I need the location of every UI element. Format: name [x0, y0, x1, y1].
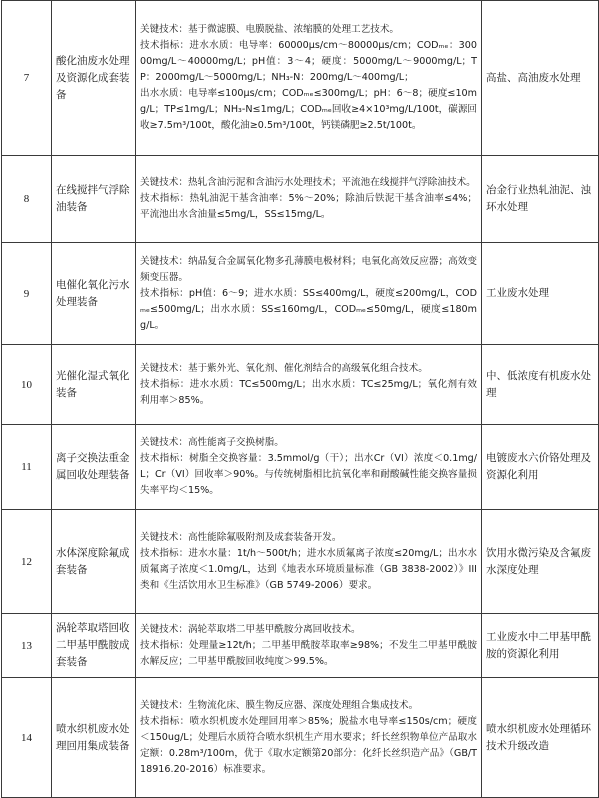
key-technology: 关键技术：基于紫外光、氧化剂、催化剂结合的高级氧化组合技术。	[140, 362, 428, 374]
equipment-name: 水体深度除氟成套装备	[52, 510, 136, 614]
technical-indicators: 技术指标：树脂全交换容量：3.5mmol/g（干）；出水Cr（VI）浓度＜0.1mg/L；Cr（VI）回收率＞90%。与传统树脂相比抗氧化率和耐酸碱性能交换容量损失率平均＜15%。	[140, 453, 477, 496]
equipment-name: 酸化油废水处理及资源化成套装备	[52, 1, 136, 156]
table-row	[2, 425, 599, 510]
row-number: 8	[2, 156, 52, 243]
technical-indicators: 技术指标：喷水织机废水处理回用率＞85%；脱盐水电导率≤150s/cm；硬度＜150ug/L；处理后水质符合喷水织机生产用水要求；纤长丝织物单位产品取水定额：0.28m³/100m，优于《取水定额第20部分：化纤长丝织造产品》（GB/T 18916.20-2016）标准要求。	[140, 715, 477, 775]
row-number: 9	[2, 243, 52, 345]
technical-indicators: 技术指标：热轧油泥干基含油率：5%～20%；除油后铁泥干基含油率≤4%；平流池出水含油量≤5mg/L，SS≤15mg/L。	[140, 193, 477, 220]
table-row	[2, 156, 599, 243]
technical-indicators: 技术指标：pH值：6～9；进水水质：SS≤400mg/L，硬度≤200mg/L，CODₘₑ≤500mg/L；出水水质：SS≤160mg/L，CODₘₑ≤50mg/L，硬度≤180mg/L。	[140, 287, 477, 331]
equipment-name: 光催化湿式氧化装备	[52, 345, 136, 425]
equipment-description	[136, 156, 482, 243]
row-number: 10	[2, 345, 52, 425]
equipment-description	[136, 243, 482, 345]
application-area: 中、低浓度有机废水处理	[482, 345, 599, 425]
row-number: 7	[2, 1, 52, 156]
technical-indicators: 技术指标：进水水质：TC≤500mg/L；出水水质：TC≤25mg/L；氧化剂有效利用率＞85%。	[140, 378, 477, 406]
equipment-description	[136, 678, 482, 798]
application-area: 电镀废水六价铬处理及资源化利用	[482, 425, 599, 510]
table-row	[2, 1, 599, 156]
equipment-name: 离子交换法重金属回收处理装备	[52, 425, 136, 510]
key-technology: 关键技术：热轧含油污泥和含油污水处理技术；平流池在线搅拌气浮除油技术。	[140, 177, 476, 188]
application-area: 冶金行业热轧油泥、浊环水处理	[482, 156, 599, 243]
table-row	[2, 345, 599, 425]
table-row	[2, 614, 599, 678]
equipment-description	[136, 345, 482, 425]
equipment-description	[136, 1, 482, 156]
application-area: 工业废水处理	[482, 243, 599, 345]
equipment-name: 喷水织机废水处理回用集成装备	[52, 678, 136, 798]
key-technology: 关键技术：高性能除氟吸附剂及成套装备开发。	[140, 531, 342, 543]
equipment-name: 电催化氧化污水处理装备	[52, 243, 136, 345]
row-number: 14	[2, 678, 52, 798]
equipment-description	[136, 425, 482, 510]
row-number: 13	[2, 614, 52, 678]
application-area: 高盐、高油废水处理	[482, 1, 599, 156]
key-technology: 关键技术：基于微滤膜、电膜脱盐、浓缩膜的处理工艺技术。	[140, 24, 400, 35]
technical-indicators: 技术指标：进水水质：电导率：60000μs/cm～80000μs/cm；CODₘₑ：30000mg/L～40000mg/L；pH值：3～4；硬度：5000mg/L～9000mg/L；TP：2000mg/L～5000mg/L；NH₃-N：200mg/L～400mg/L；	[140, 40, 477, 83]
application-area: 饮用水微污染及含氟废水深度处理	[482, 510, 599, 614]
technical-indicators-cont: 出水水质：电导率≤100μs/cm；CODₘₑ≤300mg/L；pH：6～8；硬度≤10mg/L；TP≤1mg/L；NH₃-N≤1mg/L；CODₘₑ回收≥4×10³mg/L/100t，碳源回收≥7.5m³/100t，酸化油≥0.5m³/100t，钙镁磷肥≥2.5t/100t。	[140, 88, 478, 131]
key-technology: 关键技术：涡轮萃取塔二甲基甲酰胺分离回收技术。	[140, 623, 361, 635]
key-technology: 关键技术：纳晶复合金属氧化物多孔薄膜电极材料；电氧化高效反应器；高效变频变压器。	[140, 255, 477, 283]
technical-indicators: 技术指标：进水水量：1t/h～500t/h；进水水质氟离子浓度≤20mg/L；出水水质氟离子浓度＜1.0mg/L，达到《地表水环境质量标准（GB 3838-2002）》III类和《生活饮用水卫生标准》（GB 5749-2006）要求。	[140, 547, 477, 591]
application-area: 喷水织机废水处理循环技术升级改造	[482, 678, 599, 798]
equipment-name: 涡轮萃取塔回收二甲基甲酰胺成套装备	[52, 614, 136, 678]
technical-indicators: 技术指标：处理量≥12t/h；二甲基甲酰胺萃取率≥98%；不发生二甲基甲酰胺水解反应；二甲基甲酰胺回收纯度＞99.5%。	[140, 639, 477, 667]
table-row	[2, 243, 599, 345]
equipment-table	[1, 0, 599, 798]
key-technology: 关键技术：生物流化床、膜生物反应器、深度处理组合集成技术。	[140, 699, 419, 711]
key-technology: 关键技术：高性能离子交换树脂。	[140, 437, 284, 448]
equipment-name: 在线搅拌气浮除油装备	[52, 156, 136, 243]
table-row	[2, 678, 599, 798]
table-row	[2, 510, 599, 614]
row-number: 12	[2, 510, 52, 614]
application-area: 工业废水中二甲基甲酰胺的资源化利用	[482, 614, 599, 678]
row-number: 11	[2, 425, 52, 510]
equipment-description	[136, 614, 482, 678]
equipment-description	[136, 510, 482, 614]
